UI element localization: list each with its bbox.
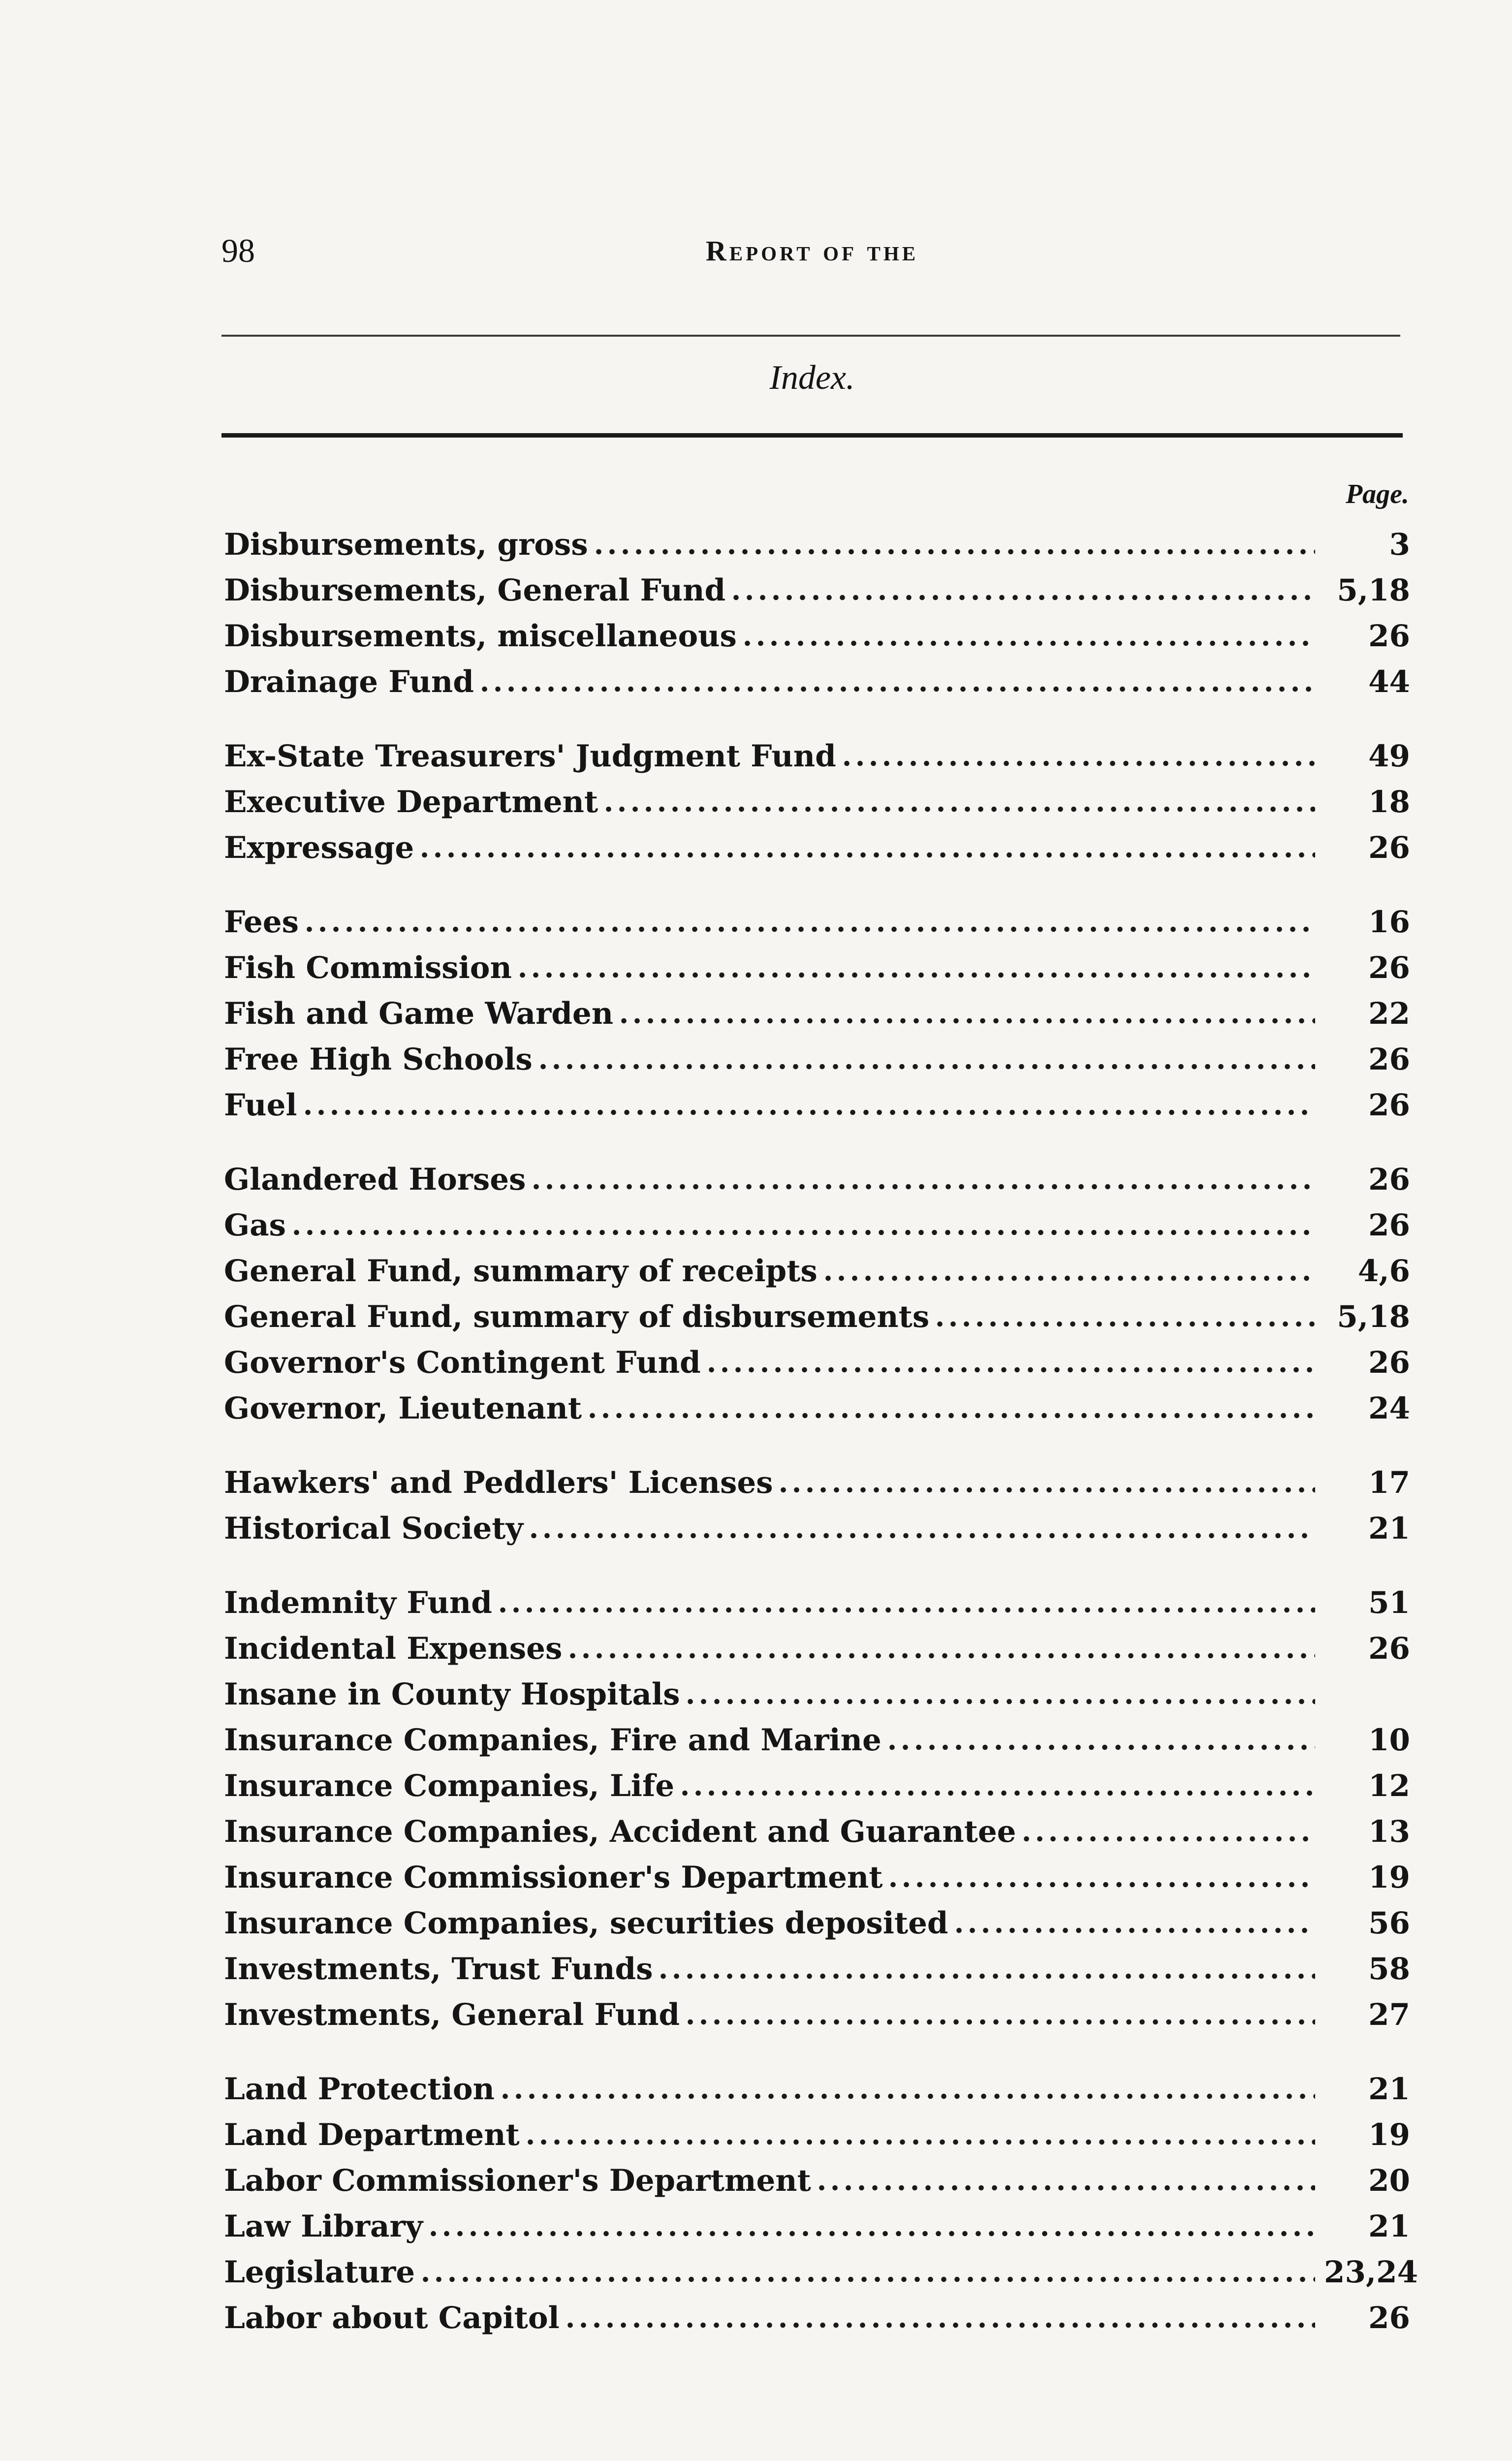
dot-leader xyxy=(301,1107,1315,1117)
index-entry xyxy=(224,1626,1410,1672)
dot-leader xyxy=(496,1605,1315,1615)
entry-page-number: 19 xyxy=(1368,2117,1410,2152)
dot-leader xyxy=(564,2320,1315,2330)
entry-page-number: 21 xyxy=(1368,1511,1410,1546)
index-entry xyxy=(224,2295,1410,2341)
dot-leader xyxy=(478,684,1315,694)
index-entry xyxy=(224,659,1410,705)
entry-title: Fish Commission xyxy=(224,950,512,985)
entry-title: Historical Society xyxy=(224,1511,523,1546)
entry-title: Legislature xyxy=(224,2255,415,2290)
index-entry xyxy=(224,1717,1410,1763)
dot-leader xyxy=(586,1411,1315,1420)
index-group xyxy=(224,2066,1418,2341)
index-entry xyxy=(224,522,1410,568)
dot-leader xyxy=(952,1925,1315,1935)
entry-title: Land Department xyxy=(224,2117,520,2152)
dot-leader xyxy=(821,1273,1315,1283)
index-entry xyxy=(224,899,1410,945)
dot-leader xyxy=(777,1485,1315,1495)
entry-title: Investments, Trust Funds xyxy=(224,1952,653,1987)
entry-page-number: 26 xyxy=(1368,1042,1410,1077)
entry-page-number: 24 xyxy=(1368,1391,1410,1426)
dot-leader xyxy=(886,1880,1315,1890)
entry-page-number: 10 xyxy=(1368,1723,1410,1758)
entry-title: Disbursements, gross xyxy=(224,527,588,562)
index-entry xyxy=(224,2112,1410,2158)
entry-title: Labor about Capitol xyxy=(224,2301,560,2335)
dot-leader xyxy=(530,1182,1315,1192)
index-entry xyxy=(224,1506,1410,1551)
dot-leader xyxy=(885,1742,1315,1752)
index-entry xyxy=(224,825,1410,871)
entry-page-number: 58 xyxy=(1368,1952,1410,1987)
entry-title: Fuel xyxy=(224,1088,297,1123)
index-group xyxy=(224,522,1410,705)
dot-leader xyxy=(566,1651,1315,1661)
dot-leader xyxy=(815,2183,1315,2193)
entry-page-number: 49 xyxy=(1368,739,1410,774)
entry-page-number: 13 xyxy=(1368,1814,1410,1849)
index-entry xyxy=(224,2158,1410,2204)
index-entry xyxy=(224,1157,1410,1202)
dot-leader xyxy=(741,638,1315,648)
entry-title: General Fund, summary of disbursements xyxy=(224,1299,930,1334)
entry-page-number: 16 xyxy=(1368,905,1410,940)
entry-title: Expressage xyxy=(224,830,414,865)
dot-leader xyxy=(290,1228,1315,1237)
entry-title: Investments, General Fund xyxy=(224,1997,680,2032)
entry-page-number: 18 xyxy=(1368,785,1410,820)
entry-page-number: 20 xyxy=(1368,2163,1410,2198)
entry-title: Free High Schools xyxy=(224,1042,533,1077)
entry-title: Labor Commissioner's Department xyxy=(224,2163,811,2198)
entry-page-number: 4,6 xyxy=(1357,1254,1410,1289)
dot-leader xyxy=(527,1531,1315,1541)
header-rule xyxy=(221,335,1400,337)
entry-title: Drainage Fund xyxy=(224,664,474,699)
index-entry xyxy=(224,1672,1410,1717)
dot-leader xyxy=(427,2229,1315,2239)
dot-leader xyxy=(684,1697,1315,1706)
dot-leader xyxy=(617,1016,1315,1026)
entry-title: Fees xyxy=(224,905,299,940)
entry-title: Insurance Commissioner's Department xyxy=(224,1860,883,1895)
dot-leader xyxy=(592,547,1315,557)
dot-leader xyxy=(729,593,1315,602)
entry-page-number: 5,18 xyxy=(1337,1299,1410,1334)
dot-leader xyxy=(303,924,1315,934)
index-entry xyxy=(224,1992,1410,2038)
entry-title: Governor, Lieutenant xyxy=(224,1391,582,1426)
entry-title: Governor's Contingent Fund xyxy=(224,1345,701,1380)
running-title: Report of the xyxy=(705,235,919,267)
index-entry xyxy=(224,1202,1410,1248)
index-entry xyxy=(224,1855,1410,1900)
index-group xyxy=(224,899,1410,1128)
entry-page-number: 23,24 xyxy=(1324,2255,1418,2290)
entry-page-number: 5,18 xyxy=(1337,573,1410,608)
entry-title: Hawkers' and Peddlers' Licenses xyxy=(224,1465,773,1500)
entry-page-number: 19 xyxy=(1368,1860,1410,1895)
dot-leader xyxy=(657,1971,1315,1981)
entry-title: Ex-State Treasurers' Judgment Fund xyxy=(224,739,836,774)
dot-leader xyxy=(705,1365,1315,1375)
entry-page-number: 56 xyxy=(1368,1906,1410,1941)
index-entry xyxy=(224,1580,1410,1626)
entry-title: Gas xyxy=(224,1208,286,1243)
entry-page-number: 26 xyxy=(1368,2301,1410,2335)
entry-title: Insurance Companies, securities deposited xyxy=(224,1906,948,1941)
section-title: Index. xyxy=(769,359,855,397)
entry-page-number: 21 xyxy=(1368,2072,1410,2107)
index-entry xyxy=(224,779,1410,825)
dot-leader xyxy=(418,850,1315,860)
dot-leader xyxy=(602,804,1315,814)
title-rule xyxy=(221,433,1403,438)
dot-leader xyxy=(684,2017,1315,2027)
index-entry xyxy=(224,2249,1418,2295)
entry-page-number: 26 xyxy=(1368,1088,1410,1123)
entry-title: Land Protection xyxy=(224,2072,495,2107)
index-entry xyxy=(224,568,1410,613)
index-entry xyxy=(224,1809,1410,1855)
index-group xyxy=(224,1580,1410,2038)
entry-title: Executive Department xyxy=(224,785,598,820)
dot-leader xyxy=(524,2137,1315,2147)
entry-page-number: 26 xyxy=(1368,1345,1410,1380)
index-group xyxy=(224,1460,1410,1551)
entry-page-number: 17 xyxy=(1368,1465,1410,1500)
entry-page-number: 26 xyxy=(1368,1631,1410,1666)
dot-leader xyxy=(419,2274,1315,2284)
entry-title: Disbursements, miscellaneous xyxy=(224,619,737,654)
dot-leader xyxy=(499,2091,1315,2101)
entry-page-number: 26 xyxy=(1368,1162,1410,1197)
index-entry xyxy=(224,1248,1410,1294)
entry-page-number: 44 xyxy=(1368,664,1410,699)
index-entry xyxy=(224,613,1410,659)
index-entry xyxy=(224,1946,1410,1992)
dot-leader xyxy=(1020,1834,1315,1844)
index-entry xyxy=(224,1386,1410,1431)
index-group xyxy=(224,733,1410,871)
entry-page-number: 21 xyxy=(1368,2209,1410,2244)
entry-title: Glandered Horses xyxy=(224,1162,526,1197)
index-entry xyxy=(224,2066,1410,2112)
entry-title: Insane in County Hospitals xyxy=(224,1677,680,1712)
index-entry xyxy=(224,1900,1410,1946)
entry-title: Insurance Companies, Life xyxy=(224,1768,674,1803)
index-entry xyxy=(224,945,1410,991)
index-entry xyxy=(224,1037,1410,1082)
dot-leader xyxy=(840,758,1315,768)
entry-page-number: 51 xyxy=(1368,1585,1410,1620)
index-entry xyxy=(224,1294,1410,1340)
dot-leader xyxy=(933,1319,1315,1329)
entry-title: General Fund, summary of receipts xyxy=(224,1254,818,1289)
dot-leader xyxy=(536,1062,1315,1072)
entry-page-number: 26 xyxy=(1368,830,1410,865)
dot-leader xyxy=(678,1788,1315,1798)
entry-page-number: 26 xyxy=(1368,950,1410,985)
page-header xyxy=(221,231,1403,281)
index-entry xyxy=(224,2204,1410,2249)
entry-title: Indemnity Fund xyxy=(224,1585,492,1620)
entry-page-number: 26 xyxy=(1368,1208,1410,1243)
entry-page-number: 27 xyxy=(1368,1997,1410,2032)
entry-page-number: 3 xyxy=(1389,527,1410,562)
page-column-label: Page. xyxy=(1345,479,1409,509)
entry-title: Law Library xyxy=(224,2209,423,2244)
entry-page-number: 22 xyxy=(1368,996,1410,1031)
index-entry xyxy=(224,991,1410,1037)
index-entry xyxy=(224,1082,1410,1128)
entry-title: Disbursements, General Fund xyxy=(224,573,726,608)
entry-title: Insurance Companies, Accident and Guarantee xyxy=(224,1814,1016,1849)
index-entry xyxy=(224,1460,1410,1506)
entry-page-number: 26 xyxy=(1368,619,1410,654)
entry-title: Fish and Game Warden xyxy=(224,996,614,1031)
index-entry xyxy=(224,1763,1410,1809)
index-list xyxy=(224,522,1418,2369)
entry-page-number: 12 xyxy=(1368,1768,1410,1803)
index-entry xyxy=(224,733,1410,779)
index-group xyxy=(224,1157,1410,1431)
page-number: 98 xyxy=(221,232,255,269)
entry-title: Insurance Companies, Fire and Marine xyxy=(224,1723,882,1758)
dot-leader xyxy=(516,970,1315,980)
entry-title: Incidental Expenses xyxy=(224,1631,563,1666)
index-entry xyxy=(224,1340,1410,1386)
